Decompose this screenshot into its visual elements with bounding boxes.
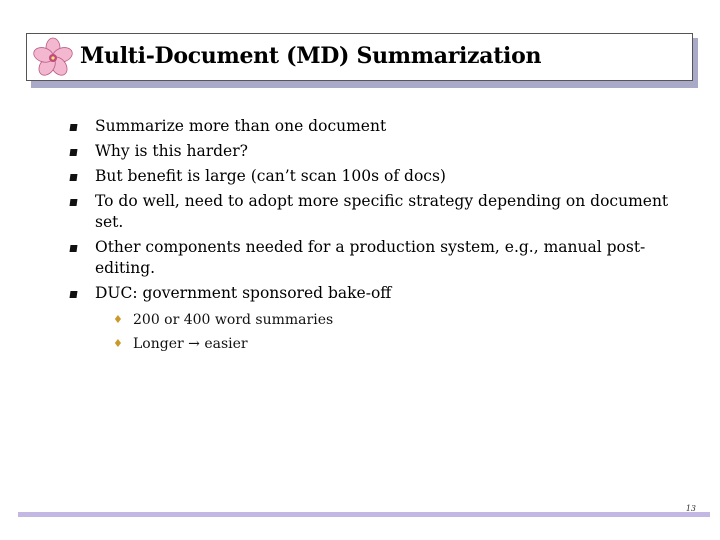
bullet-item bbox=[70, 283, 680, 356]
square-bullet-icon bbox=[70, 174, 78, 181]
cherry-blossom-icon bbox=[31, 36, 75, 80]
bullet-text: Summarize more than one document bbox=[95, 117, 387, 135]
sub-bullet-item bbox=[113, 308, 680, 332]
bullet-item bbox=[70, 116, 680, 137]
sub-bullet-item bbox=[113, 332, 680, 356]
bullet-item bbox=[70, 166, 680, 187]
slide-title: Multi-Document (MD) Summarization bbox=[80, 43, 542, 69]
bullet-item bbox=[70, 237, 680, 279]
square-bullet-icon bbox=[70, 124, 78, 131]
footer-bar bbox=[18, 512, 710, 517]
square-bullet-icon bbox=[70, 149, 78, 156]
bullet-item bbox=[70, 141, 680, 162]
bullet-text: DUC: government sponsored bake-off bbox=[95, 284, 392, 302]
bullet-text: To do well, need to adopt more specific strategy depending on document set. bbox=[95, 192, 669, 231]
diamond-bullet-icon: ♦ bbox=[113, 337, 123, 350]
sub-bullet-list bbox=[95, 308, 680, 356]
square-bullet-icon bbox=[70, 199, 78, 206]
title-box bbox=[26, 33, 693, 81]
sub-bullet-text: 200 or 400 word summaries bbox=[133, 312, 334, 328]
bullet-text: Other components needed for a production system, e.g., manual post-editing. bbox=[95, 238, 646, 277]
sub-bullet-text: Longer → easier bbox=[133, 336, 248, 352]
bullet-list bbox=[70, 116, 680, 360]
square-bullet-icon bbox=[70, 291, 78, 298]
bullet-text: But benefit is large (can’t scan 100s of docs) bbox=[95, 167, 446, 185]
square-bullet-icon bbox=[70, 245, 78, 252]
diamond-bullet-icon: ♦ bbox=[113, 313, 123, 326]
page-number: 13 bbox=[685, 504, 696, 513]
bullet-text: Why is this harder? bbox=[95, 142, 248, 160]
bullet-item bbox=[70, 191, 680, 233]
